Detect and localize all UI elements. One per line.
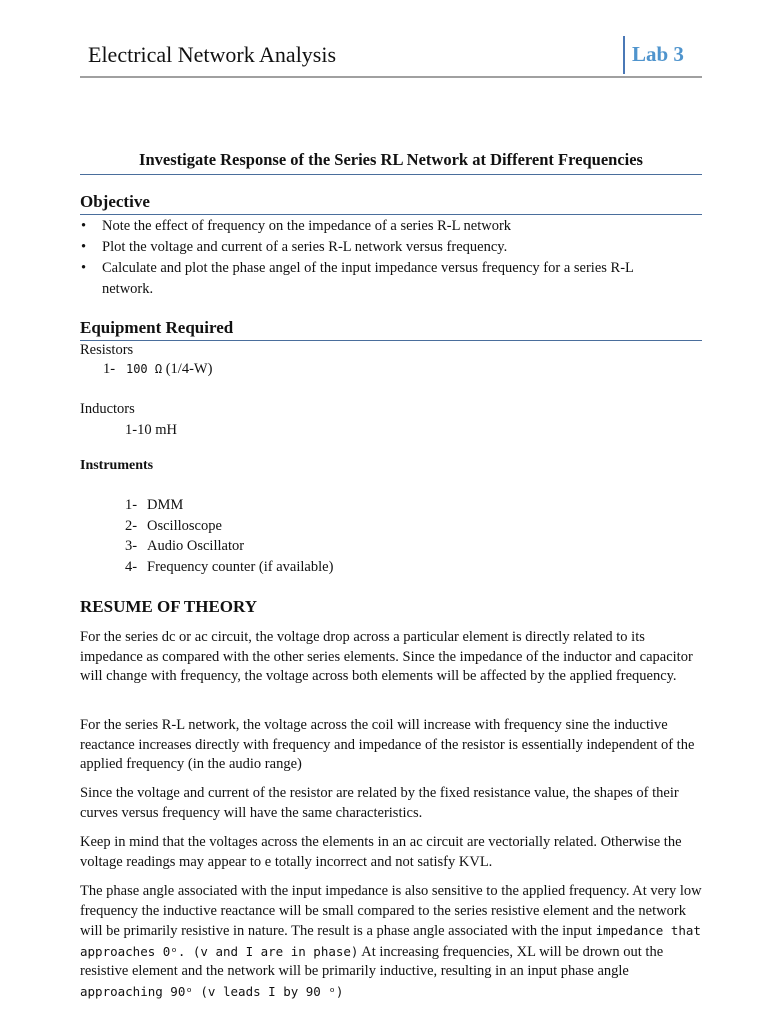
resistor-value: 100 Ω (125, 362, 163, 376)
list-item (125, 557, 333, 578)
theory-text: approaching 90ᵒ (v leads I by 90 ᵒ) (80, 983, 344, 999)
resistor-rating: (1/4-W) (165, 361, 213, 377)
item-label: DMM (147, 497, 184, 513)
theory-paragraph: For the series dc or ac circuit, the voltage drop across a particular element is directly related to its impedance as compared with the other series elements. Since the impedance of the inductor and capacitor will change with frequency, the voltage across both elements will be affected by the applied frequency. (80, 629, 693, 684)
theory-paragraph: For the series R-L network, the voltage across the coil will increase with frequency sine the inductive reactance increases directly with frequency and impedance of the resistor is essentially independent of the applied frequency (in the audio range) (80, 717, 695, 772)
document-title: Investigate Response of the Series RL Network at Different Frequencies (80, 150, 702, 175)
equipment-heading: Equipment Required (80, 318, 702, 341)
instruments-list (125, 495, 333, 577)
item-label: Frequency counter (if available) (147, 558, 334, 575)
header-title: Electrical Network Analysis (88, 42, 337, 67)
theory-paragraph (80, 882, 702, 1002)
item-number: 4- (125, 558, 138, 575)
theory-text: At increasing frequencies, XL will be drown out the resistive element and the network will be primarily inductive, resulting in an input phase angle (80, 943, 664, 979)
theory-paragraph: Since the voltage and current of the resistor are related by the fixed resistance value, the shapes of their curves versus frequency will have the same characteristics. (80, 785, 679, 821)
objective-item: • Note the effect of frequency on the impedance of a series R-L network (80, 216, 680, 237)
inductors-label: Inductors (80, 401, 135, 417)
inductor-item: 1-10 mH (125, 422, 177, 438)
objective-item: • Calculate and plot the phase angel of the input impedance versus frequency for a series R-L network. (80, 258, 680, 300)
header-separator (623, 36, 625, 74)
theory-heading: RESUME OF THEORY (80, 597, 257, 616)
item-label: Audio Oscillator (147, 538, 245, 554)
objective-heading: Objective (80, 192, 702, 215)
theory-text: The phase angle associated with the input impedance is also sensitive to the applied frequency. At very low frequency the inductive reactance will be small compared to the series resistive element and the network will be primarily resistive in nature. The result is a phase angle associated with the input (80, 883, 702, 939)
list-item (125, 516, 333, 537)
resistor-item (103, 359, 212, 379)
header-lab-number: Lab 3 (632, 42, 684, 66)
list-item (125, 495, 333, 516)
item-number: 3- (125, 538, 138, 554)
resistors-label: Resistors (80, 342, 134, 358)
item-number: 1- (125, 497, 138, 513)
theory-text: impedance that approaches 0ᵒ. (v and I are in phase) (80, 923, 701, 959)
theory-paragraph: Keep in mind that the voltages across the elements in an ac circuit are vectorially related. Otherwise the voltage readings may appear to e totally incorrect and not satisfy KVL. (80, 834, 682, 870)
objective-list (80, 216, 680, 300)
list-item (125, 536, 333, 557)
instruments-label: Instruments (80, 458, 154, 473)
item-label: Oscilloscope (147, 517, 222, 534)
item-number: 2- (125, 517, 138, 534)
objective-item: • Plot the voltage and current of a series R-L network versus frequency. (80, 237, 680, 258)
resistor-number: 1- (103, 361, 116, 377)
page-header (80, 36, 702, 78)
